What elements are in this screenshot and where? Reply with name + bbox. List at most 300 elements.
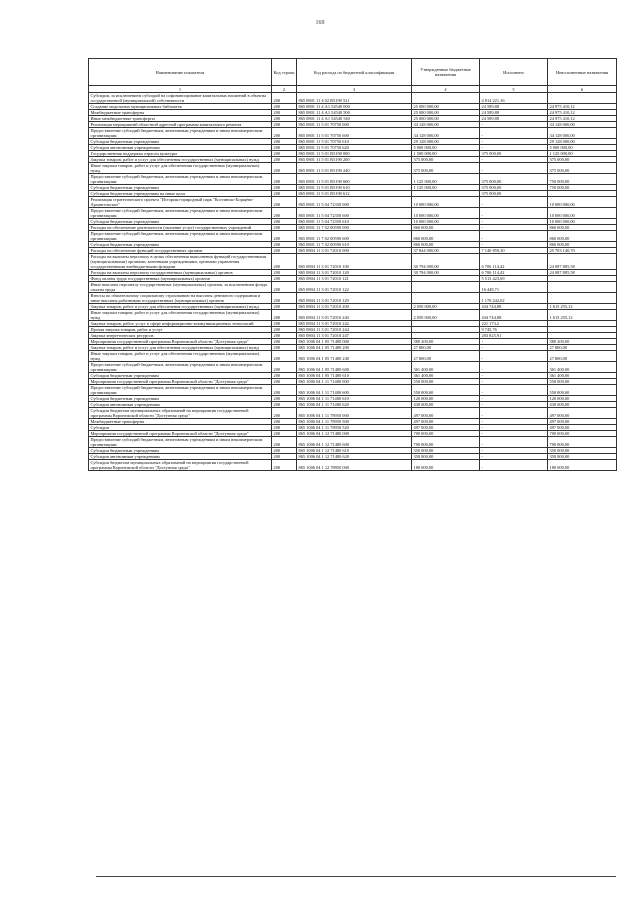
row-approved-cell: 350 000,00 bbox=[412, 454, 480, 460]
row-unexecuted-cell: 1 615 255,12 bbox=[548, 304, 617, 310]
row-unexecuted-cell: 860 000,00 bbox=[548, 225, 617, 231]
row-approved-cell: 2 050 000,00 bbox=[412, 310, 480, 321]
row-unexecuted-cell bbox=[548, 293, 617, 304]
row-name-cell: Субсидии автономным учреждениям bbox=[89, 145, 272, 151]
row-unexecuted-cell: 361 400,00 bbox=[548, 373, 617, 379]
row-approved-cell: 25 000 000,00 bbox=[412, 104, 480, 110]
row-approved-cell bbox=[412, 93, 480, 104]
row-classification-cell: 865 1006 04 1 05 71480 600 bbox=[297, 362, 412, 373]
table-row bbox=[89, 437, 617, 448]
row-classification-cell: 865 1006 04 1 11 71480 610 bbox=[297, 396, 412, 402]
row-approved-cell bbox=[412, 282, 480, 293]
row-code-cell: 200 bbox=[272, 448, 297, 454]
row-approved-cell: 25 000 000,00 bbox=[412, 110, 480, 116]
budget-execution-table bbox=[88, 58, 617, 471]
row-approved-cell: 361 400,00 bbox=[412, 373, 480, 379]
row-classification-cell: 865 1006 04 1 12 78950 000 bbox=[297, 460, 412, 471]
row-approved-cell: 27 800,00 bbox=[412, 351, 480, 362]
row-executed-cell: - bbox=[480, 454, 548, 460]
row-classification-cell: 865 0804 11 3 01 72010 240 bbox=[297, 310, 412, 321]
row-unexecuted-cell: 700 000,00 bbox=[548, 437, 617, 448]
row-name-cell: Предоставление субсидий бюджетным, автономным учреждениям и иным некоммерческим организациям bbox=[89, 231, 272, 242]
row-executed-cell: 203 825,91 bbox=[480, 333, 548, 339]
row-executed-cell: - bbox=[480, 145, 548, 151]
column-number: 2 bbox=[272, 86, 297, 93]
row-approved-cell: 380 200,00 bbox=[412, 339, 480, 345]
row-name-cell: Создание модельных муниципальных библиотек bbox=[89, 104, 272, 110]
table-row bbox=[89, 362, 617, 373]
page-number: 169 bbox=[315, 20, 325, 26]
row-name-cell: Мероприятия государственной программы Воронежской области "Доступная среда" bbox=[89, 339, 272, 345]
row-code-cell: 200 bbox=[272, 327, 297, 333]
row-executed-cell: - bbox=[480, 197, 548, 208]
row-name-cell: Расходы на выплаты персоналу в целях обеспечения выполнения функций государственными (муниципальными) органами, казенными учреждениями, органами управления государственными внебюджетными фондами bbox=[89, 254, 272, 270]
row-classification-cell: 865 0801 11 5 01 70750 000 bbox=[297, 122, 412, 128]
row-approved-cell: 1 125 000,00 bbox=[412, 174, 480, 185]
row-executed-cell: - bbox=[480, 351, 548, 362]
row-unexecuted-cell: 180 000,00 bbox=[548, 460, 617, 471]
row-executed-cell: - bbox=[480, 419, 548, 425]
table-row bbox=[89, 128, 617, 139]
row-unexecuted-cell: 27 800,00 bbox=[548, 351, 617, 362]
table-row bbox=[89, 351, 617, 362]
row-name-cell: Субсидии бюджетам муниципальных образований на мероприятия государственной программы Воронежской области "Доступная среда" bbox=[89, 460, 272, 471]
row-unexecuted-cell bbox=[548, 93, 617, 104]
table-row bbox=[89, 231, 617, 242]
row-unexecuted-cell bbox=[548, 282, 617, 293]
row-approved-cell: 1 500 000,00 bbox=[412, 151, 480, 157]
row-name-cell: Межбюджетные трансферты bbox=[89, 419, 272, 425]
row-executed-cell: 375 000,00 bbox=[480, 185, 548, 191]
row-code-cell: 200 bbox=[272, 128, 297, 139]
row-unexecuted-cell: 550 000,00 bbox=[548, 379, 617, 385]
row-approved-cell: 10 000 000,00 bbox=[412, 197, 480, 208]
row-unexecuted-cell: 860 000,00 bbox=[548, 231, 617, 242]
row-code-cell: 200 bbox=[272, 379, 297, 385]
table-header-row bbox=[89, 59, 617, 86]
row-unexecuted-cell: 860 000,00 bbox=[548, 242, 617, 248]
row-code-cell: 200 bbox=[272, 333, 297, 339]
row-executed-cell: - bbox=[480, 225, 548, 231]
row-executed-cell: 16 448,71 bbox=[480, 282, 548, 293]
row-approved-cell: 700 000,00 bbox=[412, 431, 480, 437]
column-number-row bbox=[89, 86, 617, 93]
row-code-cell: 200 bbox=[272, 460, 297, 471]
row-code-cell: 200 bbox=[272, 345, 297, 351]
row-executed-cell: - bbox=[480, 402, 548, 408]
row-unexecuted-cell: 1 125 000,00 bbox=[548, 151, 617, 157]
table-row bbox=[89, 293, 617, 304]
row-unexecuted-cell: 5 000 000,00 bbox=[548, 145, 617, 151]
header-indicator-name: Наименование показателя bbox=[89, 59, 272, 86]
header-approved: Утвержденные бюджетные назначения bbox=[412, 59, 480, 86]
row-name-cell: Закупка товаров, работ и услуг для обеспечения государственных (муниципальных) нужд bbox=[89, 345, 272, 351]
row-code-cell: 200 bbox=[272, 362, 297, 373]
row-classification-cell: 865 0801 11 5 01 70750 610 bbox=[297, 139, 412, 145]
row-code-cell: 200 bbox=[272, 293, 297, 304]
row-name-cell: Субсидии автономным учреждениям bbox=[89, 454, 272, 460]
row-code-cell: 200 bbox=[272, 116, 297, 122]
row-executed-cell: 1 176 242,02 bbox=[480, 293, 548, 304]
row-name-cell: Субсидии автономным учреждениям bbox=[89, 402, 272, 408]
row-unexecuted-cell: 375 000,00 bbox=[548, 163, 617, 174]
row-name-cell: Предоставление субсидий бюджетным, автономным учреждениям и иным некоммерческим организациям bbox=[89, 174, 272, 185]
row-code-cell: 200 bbox=[272, 454, 297, 460]
row-executed-cell: - bbox=[480, 345, 548, 351]
row-approved-cell: 2 050 000,00 bbox=[412, 304, 480, 310]
row-name-cell: Закупка товаров, работ и услуг для обеспечения государственных (муниципальных) нужд bbox=[89, 157, 272, 163]
row-classification-cell: 865 0801 11 7 02 00590 610 bbox=[297, 242, 412, 248]
row-code-cell: 200 bbox=[272, 145, 297, 151]
row-approved-cell: 5 000 000,00 bbox=[412, 145, 480, 151]
row-name-cell: Реализация мероприятий областной адресной программы капитального ремонта bbox=[89, 122, 272, 128]
row-executed-cell: 434 744,88 bbox=[480, 310, 548, 321]
row-executed-cell: - bbox=[480, 231, 548, 242]
row-name-cell: Иные межбюджетные трансферты bbox=[89, 116, 272, 122]
row-approved-cell: 497 000,00 bbox=[412, 425, 480, 431]
row-unexecuted-cell: 34 128 000,00 bbox=[548, 128, 617, 139]
column-number: 3 bbox=[297, 86, 412, 93]
row-approved-cell: 550 000,00 bbox=[412, 385, 480, 396]
column-number: 1 bbox=[89, 86, 272, 93]
row-unexecuted-cell: 10 000 000,00 bbox=[548, 197, 617, 208]
row-classification-cell: 865 0801 11 4 А1 54540 540 bbox=[297, 116, 412, 122]
row-classification-cell: 865 1006 04 1 11 78950 520 bbox=[297, 425, 412, 431]
row-approved-cell: 29 128 000,00 bbox=[412, 139, 480, 145]
row-name-cell: Субсидии бюджетным учреждениям bbox=[89, 139, 272, 145]
row-unexecuted-cell: 29 128 000,00 bbox=[548, 139, 617, 145]
row-executed-cell: - bbox=[480, 437, 548, 448]
row-classification-cell: 865 0801 11 5 01 70750 620 bbox=[297, 145, 412, 151]
row-executed-cell: 6 706 114,42 bbox=[480, 254, 548, 270]
footer-rule bbox=[96, 876, 616, 877]
table-row bbox=[89, 408, 617, 419]
row-executed-cell: - bbox=[480, 373, 548, 379]
row-executed-cell: 7 140 859,30 bbox=[480, 248, 548, 254]
row-executed-cell: - bbox=[480, 396, 548, 402]
row-code-cell: 200 bbox=[272, 425, 297, 431]
row-code-cell: 200 bbox=[272, 185, 297, 191]
row-code-cell: 200 bbox=[272, 276, 297, 282]
row-classification-cell: 865 0804 11 3 01 72010 242 bbox=[297, 321, 412, 327]
row-unexecuted-cell: 497 000,00 bbox=[548, 425, 617, 431]
row-code-cell: 200 bbox=[272, 270, 297, 276]
row-executed-cell: - bbox=[480, 425, 548, 431]
row-name-cell: Субсидии бюджетным учреждениям bbox=[89, 219, 272, 225]
row-unexecuted-cell: 10 000 000,00 bbox=[548, 219, 617, 225]
header-line-code: Код строки bbox=[272, 59, 297, 86]
row-code-cell: 200 bbox=[272, 339, 297, 345]
row-unexecuted-cell: 24 975 410,12 bbox=[548, 110, 617, 116]
row-classification-cell: 865 0801 11 5 01 R5190 000 bbox=[297, 151, 412, 157]
row-executed-cell: 9 745,76 bbox=[480, 327, 548, 333]
row-executed-cell: - bbox=[480, 460, 548, 471]
column-number: 5 bbox=[480, 86, 548, 93]
row-approved-cell: 120 000,00 bbox=[412, 396, 480, 402]
row-code-cell: 200 bbox=[272, 402, 297, 408]
row-name-cell: Прочая закупка товаров, работ и услуг bbox=[89, 327, 272, 333]
row-code-cell: 200 bbox=[272, 396, 297, 402]
row-classification-cell: 865 0801 11 5 01 R5190 200 bbox=[297, 157, 412, 163]
row-code-cell: 200 bbox=[272, 104, 297, 110]
row-classification-cell: 865 1006 04 1 12 71480 600 bbox=[297, 437, 412, 448]
row-classification-cell: 865 0801 11 5 04 72350 600 bbox=[297, 208, 412, 219]
row-executed-cell: 375 000,00 bbox=[480, 151, 548, 157]
row-executed-cell: 221 173,2 bbox=[480, 321, 548, 327]
row-unexecuted-cell: 750 000,00 bbox=[548, 174, 617, 185]
row-executed-cell: - bbox=[480, 448, 548, 454]
row-unexecuted-cell: 27 800,00 bbox=[548, 345, 617, 351]
table-row bbox=[89, 197, 617, 208]
row-classification-cell: 865 0804 11 3 01 72010 120 bbox=[297, 270, 412, 276]
row-name-cell: Мероприятия государственной программы Воронежской области "Доступная среда" bbox=[89, 379, 272, 385]
row-executed-cell: - bbox=[480, 379, 548, 385]
row-name-cell: Межбюджетные трансферты bbox=[89, 110, 272, 116]
row-executed-cell: 5 513 423,69 bbox=[480, 276, 548, 282]
row-name-cell: Субсидии бюджетам муниципальных образований на мероприятия государственной программы Воронежской области "Доступная среда" bbox=[89, 408, 272, 419]
row-code-cell: 200 bbox=[272, 248, 297, 254]
row-executed-cell: 24 589,88 bbox=[480, 110, 548, 116]
row-classification-cell: 865 1006 04 1 11 71480 620 bbox=[297, 402, 412, 408]
row-unexecuted-cell: 1 615 255,12 bbox=[548, 310, 617, 321]
row-name-cell: Иные закупки товаров, работ и услуг для обеспечения государственных (муниципальных) нужд bbox=[89, 163, 272, 174]
row-approved-cell: 375 000,00 bbox=[412, 157, 480, 163]
row-approved-cell: 30 794 000,00 bbox=[412, 254, 480, 270]
row-name-cell: Реализация стратегического проекта "Историко-природный парк "Костинско-Борщёво-Архангельское" bbox=[89, 197, 272, 208]
header-classification-code: Код расхода по бюджетной классификации bbox=[297, 59, 412, 86]
row-name-cell: Субсидии бюджетным учреждениям bbox=[89, 242, 272, 248]
row-approved-cell: 27 800,00 bbox=[412, 345, 480, 351]
row-classification-cell: 865 1006 04 1 11 71480 600 bbox=[297, 385, 412, 396]
row-unexecuted-cell: 380 200,00 bbox=[548, 339, 617, 345]
row-name-cell: Предоставление субсидий бюджетным, автономным учреждениям и иным некоммерческим организациям bbox=[89, 362, 272, 373]
row-unexecuted-cell: 350 000,00 bbox=[548, 448, 617, 454]
row-unexecuted-cell: 25 703 140,70 bbox=[548, 248, 617, 254]
row-approved-cell: 350 000,00 bbox=[412, 448, 480, 454]
table-body bbox=[89, 93, 617, 471]
row-approved-cell: 37 844 000,00 bbox=[412, 248, 480, 254]
row-name-cell: Расходы на обеспечение деятельности (оказание услуг) государственных учреждений bbox=[89, 225, 272, 231]
row-code-cell: 200 bbox=[272, 419, 297, 425]
row-name-cell: Предоставление субсидий бюджетным, автономным учреждениям и иным некоммерческим организациям bbox=[89, 128, 272, 139]
header-unexecuted: Неисполненные назначения bbox=[548, 59, 617, 86]
row-name-cell: Субсидии бюджетным учреждениям на иные цели bbox=[89, 191, 272, 197]
row-classification-cell: 865 1006 04 1 11 71480 000 bbox=[297, 379, 412, 385]
row-unexecuted-cell: 375 000,00 bbox=[548, 157, 617, 163]
row-name-cell: Субсидии, за исключением субсидий на софинансирование капитальных вложений в объекты государственной (муниципальной) собственности bbox=[89, 93, 272, 104]
row-code-cell: 200 bbox=[272, 197, 297, 208]
row-classification-cell: 865 0804 11 3 01 72010 247 bbox=[297, 333, 412, 339]
row-executed-cell: 24 589,88 bbox=[480, 116, 548, 122]
row-executed-cell: - bbox=[480, 139, 548, 145]
table-row bbox=[89, 460, 617, 471]
row-executed-cell: - bbox=[480, 408, 548, 419]
row-executed-cell: - bbox=[480, 362, 548, 373]
row-classification-cell: 865 1006 04 1 05 71480 000 bbox=[297, 339, 412, 345]
row-executed-cell: 24 589,88 bbox=[480, 104, 548, 110]
row-approved-cell: 497 000,00 bbox=[412, 408, 480, 419]
row-unexecuted-cell: 120 000,00 bbox=[548, 396, 617, 402]
row-classification-cell: 865 0801 11 7 02 00590 600 bbox=[297, 231, 412, 242]
row-approved-cell: 25 000 000,00 bbox=[412, 116, 480, 122]
row-unexecuted-cell: 10 000 000,00 bbox=[548, 208, 617, 219]
row-executed-cell: 375 000,00 bbox=[480, 191, 548, 197]
table-row bbox=[89, 174, 617, 185]
row-name-cell: Предоставление субсидий бюджетным, автономным учреждениям и иным некоммерческим организациям bbox=[89, 437, 272, 448]
row-code-cell: 200 bbox=[272, 139, 297, 145]
row-classification-cell: 865 0804 11 3 01 72010 129 bbox=[297, 293, 412, 304]
row-approved-cell: 375 000,00 bbox=[412, 163, 480, 174]
row-code-cell: 200 bbox=[272, 310, 297, 321]
row-approved-cell: 550 000,00 bbox=[412, 379, 480, 385]
row-classification-cell: 865 0801 11 5 01 R5190 240 bbox=[297, 163, 412, 174]
row-classification-cell: 865 1006 04 1 12 71480 000 bbox=[297, 431, 412, 437]
row-name-cell: Взносы по обязательному социальному страхованию на выплаты денежного содержания и иные выплаты работникам государственных (муниципальных) органов bbox=[89, 293, 272, 304]
row-code-cell: 200 bbox=[272, 321, 297, 327]
row-approved-cell: 860 000,00 bbox=[412, 225, 480, 231]
row-code-cell: 200 bbox=[272, 437, 297, 448]
row-classification-cell: 865 0801 11 5 01 R5190 600 bbox=[297, 174, 412, 185]
row-name-cell: Предоставление субсидий бюджетным, автономным учреждениям и иным некоммерческим организациям bbox=[89, 208, 272, 219]
row-executed-cell: - bbox=[480, 122, 548, 128]
row-name-cell: Субсидии бюджетным учреждениям bbox=[89, 448, 272, 454]
row-approved-cell: 860 000,00 bbox=[412, 242, 480, 248]
row-classification-cell: 865 0804 11 3 01 72010 121 bbox=[297, 276, 412, 282]
row-name-cell: Предоставление субсидий бюджетным, автономным учреждениям и иным некоммерческим организациям bbox=[89, 385, 272, 396]
row-code-cell: 200 bbox=[272, 225, 297, 231]
row-approved-cell bbox=[412, 293, 480, 304]
row-code-cell: 200 bbox=[272, 157, 297, 163]
table-row bbox=[89, 254, 617, 270]
row-unexecuted-cell: 700 000,00 bbox=[548, 431, 617, 437]
row-code-cell: 200 bbox=[272, 231, 297, 242]
row-executed-cell: - bbox=[480, 128, 548, 139]
row-classification-cell: 865 1006 04 1 12 71480 620 bbox=[297, 454, 412, 460]
row-code-cell: 200 bbox=[272, 431, 297, 437]
row-classification-cell: 865 0801 11 5 04 72350 000 bbox=[297, 197, 412, 208]
row-executed-cell: - bbox=[480, 208, 548, 219]
table-row bbox=[89, 93, 617, 104]
row-unexecuted-cell: 361 400,00 bbox=[548, 362, 617, 373]
row-name-cell: Закупка энергетических ресурсов bbox=[89, 333, 272, 339]
row-executed-cell: - bbox=[480, 339, 548, 345]
row-unexecuted-cell: 24 087 885,58 bbox=[548, 254, 617, 270]
row-unexecuted-cell: 430 000,00 bbox=[548, 402, 617, 408]
row-name-cell: Фонд оплаты труда государственных (муниципальных) органов bbox=[89, 276, 272, 282]
table-row bbox=[89, 208, 617, 219]
row-executed-cell: 4 814 221,16 bbox=[480, 93, 548, 104]
row-classification-cell: 865 1006 04 1 12 71480 610 bbox=[297, 448, 412, 454]
row-classification-cell: 865 1006 04 1 11 78950 500 bbox=[297, 419, 412, 425]
row-code-cell: 200 bbox=[272, 122, 297, 128]
row-approved-cell: 34 128 000,00 bbox=[412, 122, 480, 128]
row-unexecuted-cell: 24 975 410,12 bbox=[548, 104, 617, 110]
row-executed-cell: 6 706 114,42 bbox=[480, 270, 548, 276]
row-name-cell: Субсидии бюджетным учреждениям bbox=[89, 185, 272, 191]
row-name-cell: Государственная поддержка отрасли культуры bbox=[89, 151, 272, 157]
row-code-cell: 200 bbox=[272, 254, 297, 270]
row-approved-cell: 361 400,00 bbox=[412, 362, 480, 373]
row-name-cell: Субсидии bbox=[89, 425, 272, 431]
row-unexecuted-cell: 350 000,00 bbox=[548, 454, 617, 460]
row-classification-cell: 865 1006 04 1 05 71480 240 bbox=[297, 351, 412, 362]
row-approved-cell: 10 000 000,00 bbox=[412, 208, 480, 219]
row-classification-cell: 865 0801 11 5 01 70750 600 bbox=[297, 128, 412, 139]
row-unexecuted-cell: 24 087 885,58 bbox=[548, 270, 617, 276]
row-code-cell: 200 bbox=[272, 174, 297, 185]
row-unexecuted-cell: 497 000,00 bbox=[548, 408, 617, 419]
row-unexecuted-cell: 750 000,00 bbox=[548, 185, 617, 191]
row-code-cell: 200 bbox=[272, 191, 297, 197]
row-unexecuted-cell: 497 000,00 bbox=[548, 419, 617, 425]
row-code-cell: 200 bbox=[272, 282, 297, 293]
row-executed-cell: - bbox=[480, 431, 548, 437]
row-approved-cell: 497 000,00 bbox=[412, 419, 480, 425]
row-classification-cell: 865 0801 11 5 01 R5190 610 bbox=[297, 185, 412, 191]
row-unexecuted-cell: 24 975 410,12 bbox=[548, 116, 617, 122]
row-classification-cell: 865 0801 11 4 А1 54540 000 bbox=[297, 104, 412, 110]
header-executed: Исполнено bbox=[480, 59, 548, 86]
row-name-cell: Мероприятия государственной программы Воронежской области "Доступная среда" bbox=[89, 431, 272, 437]
row-executed-cell: - bbox=[480, 242, 548, 248]
row-name-cell: Субсидии бюджетным учреждениям bbox=[89, 373, 272, 379]
row-name-cell: Иные закупки товаров, работ и услуг для обеспечения государственных (муниципальных) нужд bbox=[89, 351, 272, 362]
row-code-cell: 200 bbox=[272, 385, 297, 396]
row-code-cell: 200 bbox=[272, 151, 297, 157]
row-classification-cell: 865 0804 11 3 01 72010 244 bbox=[297, 327, 412, 333]
row-approved-cell: 1 125 000,00 bbox=[412, 185, 480, 191]
row-name-cell: Закупка товаров, работ, услуг в сфере информационно-коммуникационных технологий bbox=[89, 321, 272, 327]
row-name-cell: Иные выплаты персоналу государственных (муниципальных) органов, за исключением фонда оплаты труда bbox=[89, 282, 272, 293]
row-classification-cell: 865 0804 11 3 01 72010 200 bbox=[297, 304, 412, 310]
row-approved-cell: 30 794 000,00 bbox=[412, 270, 480, 276]
row-classification-cell: 865 1006 04 1 05 71480 610 bbox=[297, 373, 412, 379]
row-approved-cell: 860 000,00 bbox=[412, 231, 480, 242]
row-code-cell: 200 bbox=[272, 93, 297, 104]
row-classification-cell: 865 0804 11 3 01 72010 100 bbox=[297, 254, 412, 270]
row-name-cell: Расходы на обеспечение функций государственных органов bbox=[89, 248, 272, 254]
row-approved-cell: 34 128 000,00 bbox=[412, 128, 480, 139]
row-code-cell: 200 bbox=[272, 408, 297, 419]
row-code-cell: 200 bbox=[272, 208, 297, 219]
row-unexecuted-cell: 34 128 000,00 bbox=[548, 122, 617, 128]
table-row bbox=[89, 282, 617, 293]
row-classification-cell: 865 0801 11 7 02 00590 000 bbox=[297, 225, 412, 231]
row-executed-cell: - bbox=[480, 157, 548, 163]
table-row bbox=[89, 310, 617, 321]
row-name-cell: Иные закупки товаров, работ и услуг для обеспечения государственных (муниципальных) нужд bbox=[89, 310, 272, 321]
row-classification-cell: 865 1006 04 1 05 71480 200 bbox=[297, 345, 412, 351]
table-row bbox=[89, 163, 617, 174]
row-name-cell: Закупка товаров, работ и услуг для обеспечения государственных (муниципальных) нужд bbox=[89, 304, 272, 310]
row-unexecuted-cell: 550 000,00 bbox=[548, 385, 617, 396]
row-approved-cell: 10 000 000,00 bbox=[412, 219, 480, 225]
column-number: 4 bbox=[412, 86, 480, 93]
row-classification-cell: 865 0801 11 4 02 R5190 521 bbox=[297, 93, 412, 104]
column-number: 6 bbox=[548, 86, 617, 93]
row-approved-cell: 180 000,00 bbox=[412, 460, 480, 471]
row-classification-cell: 865 0801 11 4 А1 54540 500 bbox=[297, 110, 412, 116]
row-code-cell: 200 bbox=[272, 373, 297, 379]
row-classification-cell: 865 0801 11 5 01 R5190 612 bbox=[297, 191, 412, 197]
row-code-cell: 200 bbox=[272, 163, 297, 174]
row-classification-cell: 865 0804 11 3 01 72010 122 bbox=[297, 282, 412, 293]
row-classification-cell: 865 1006 04 1 11 78950 000 bbox=[297, 408, 412, 419]
row-approved-cell: 430 000,00 bbox=[412, 402, 480, 408]
row-executed-cell: - bbox=[480, 385, 548, 396]
row-code-cell: 200 bbox=[272, 351, 297, 362]
row-name-cell: Субсидии бюджетным учреждениям bbox=[89, 396, 272, 402]
